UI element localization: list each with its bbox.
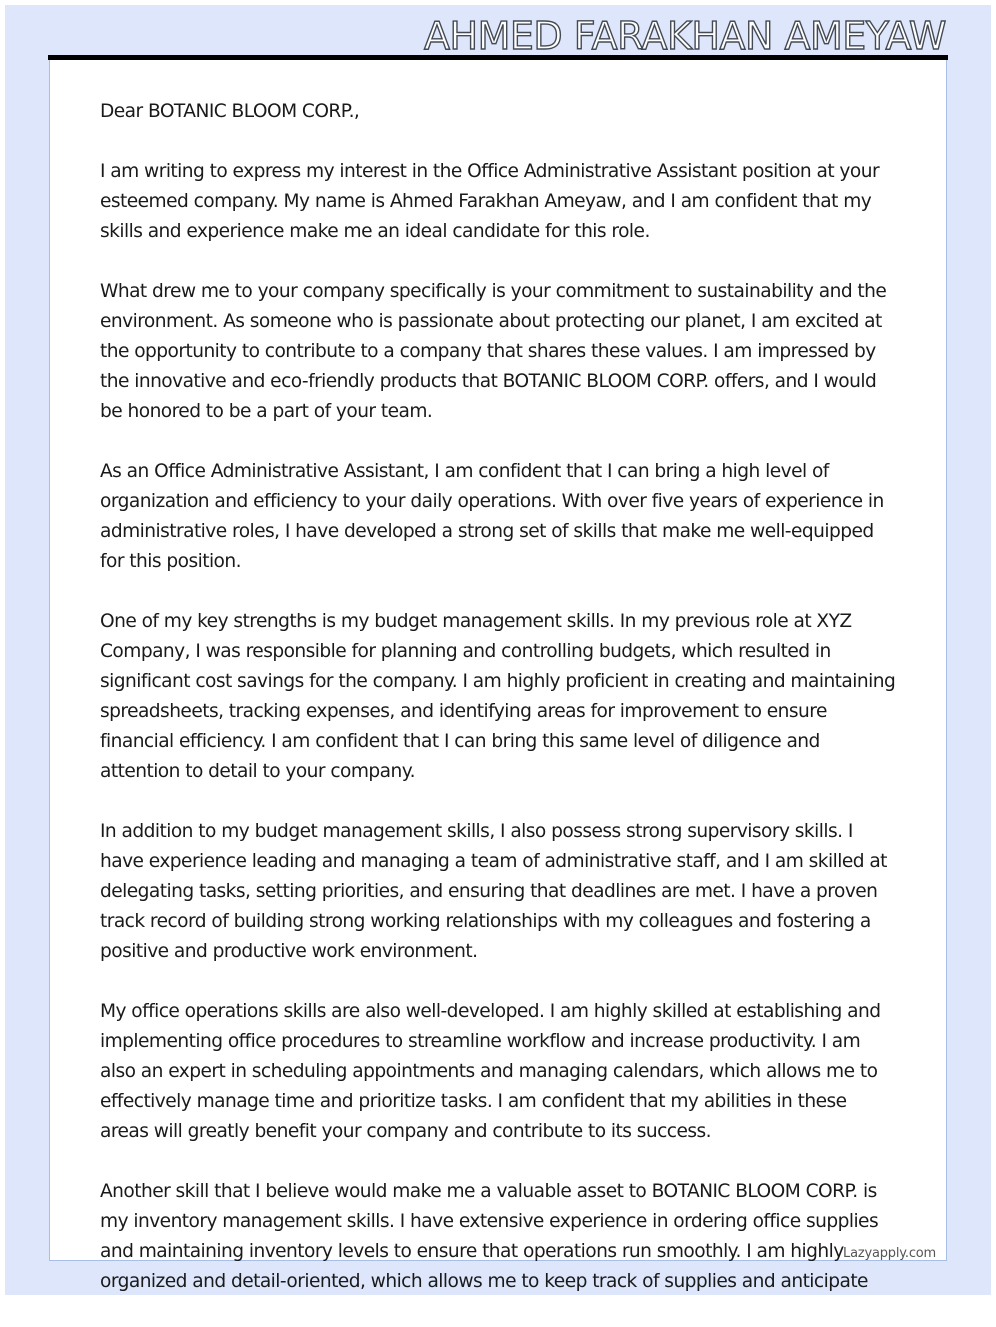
letter-body — [100, 97, 898, 1327]
watermark-text: Lazyapply.com — [843, 1246, 936, 1261]
paragraph: My office operations skills are also well-developed. I am highly skilled at establishing and implementing office procedures to streamline workflow and increase productivity. I am also an expert in scheduling appointments and managing calendars, which allows me to effectively manage time and prioritize tasks. I am confident that my abilities in these areas will greatly benefit your company and contribute to its success. — [100, 1001, 881, 1142]
paragraph: In addition to my budget management skills, I also possess strong supervisory skills. I have experience leading and managing a team of administrative staff, and I am skilled at delegating tasks, setting priorities, and ensuring that deadlines are met. I have a proven track record of building strong working relationships with my colleagues and fostering a positive and productive work environment. — [100, 821, 887, 962]
author-name-heading: AHMED FARAKHAN AMEYAW — [424, 14, 946, 58]
paragraph: Another skill that I believe would make me a valuable asset to BOTANIC BLOOM CORP. is my inventory management skills. I have extensive experience in ordering office supplies and maintaining inventory levels to ensure that operations run smoothly. I am highly organized and detail-oriented, which allows me to keep track of supplies and anticipate — [100, 1181, 879, 1292]
salutation: Dear BOTANIC BLOOM CORP., — [100, 101, 360, 122]
paragraph: One of my key strengths is my budget management skills. In my previous role at XYZ Company, I was responsible for planning and controlling budgets, which resulted in significant cost savings for the company. I am highly proficient in creating and maintaining spreadsheets, tracking expenses, and identifying areas for improvement to ensure financial efficiency. I am confident that I can bring this same level of diligence and attention to detail to your company. — [100, 611, 896, 782]
paragraph: As an Office Administrative Assistant, I am confident that I can bring a high level of organization and efficiency to your daily operations. With over five years of experience in administrative roles, I have developed a strong set of skills that make me well-equipped for this position. — [100, 461, 884, 572]
paragraph: I am writing to express my interest in the Office Administrative Assistant position at your esteemed company. My name is Ahmed Farakhan Ameyaw, and I am confident that my skills and experience make me an ideal candidate for this role. — [100, 161, 880, 242]
paragraph: What drew me to your company specifically is your commitment to sustainability and the environment. As someone who is passionate about protecting our planet, I am excited at the opportunity to contribute to a company that shares these values. I am impressed by the innovative and eco-friendly products that BOTANIC BLOOM CORP. offers, and I would be honored to be a part of your team. — [100, 281, 887, 422]
